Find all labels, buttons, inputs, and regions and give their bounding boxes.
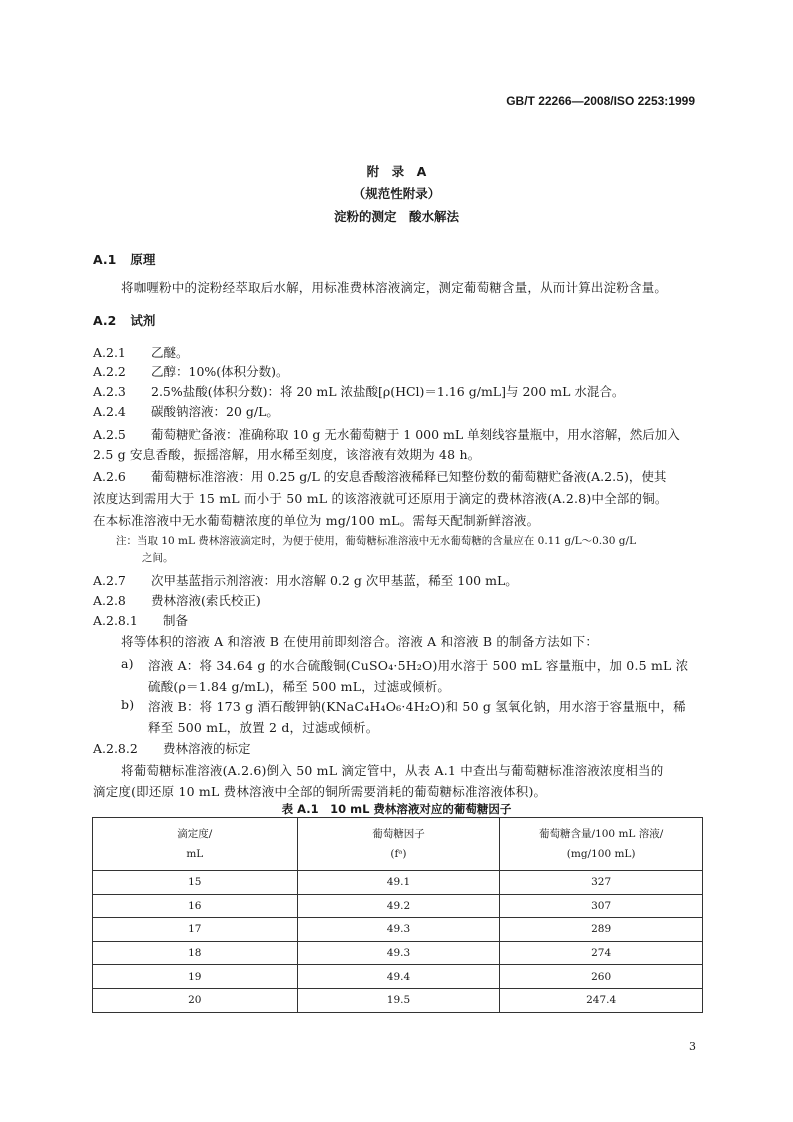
clause-text: 费林溶液(索氏校正) bbox=[151, 593, 261, 608]
section-number: A.2 bbox=[93, 313, 117, 328]
item-a-line2: 硫酸(ρ＝1.84 g/mL)，稀至 500 mL，过滤或倾析。 bbox=[148, 679, 451, 694]
appendix-normative: （规范性附录） bbox=[352, 186, 441, 201]
table-row bbox=[93, 918, 703, 942]
section-a282-line1: 将葡萄糖标准溶液(A.2.6)倒入 50 mL 滴定管中，从表 A.1 中查出与葡萄糖标准溶液浓度相当的 bbox=[121, 763, 664, 778]
section-number: A.1 bbox=[93, 252, 117, 267]
section-a281-intro: 将等体积的溶液 A 和溶液 B 在使用前即刻溶合。溶液 A 和溶液 B 的制备方法如下： bbox=[121, 634, 599, 649]
clause-number: A.2.5 bbox=[93, 427, 126, 442]
section-a27 bbox=[93, 571, 518, 589]
header-glucose-factor: 葡萄糖因子 (fᵃ) bbox=[297, 818, 500, 871]
clause-text: 次甲基蓝指示剂溶液：用水溶解 0.2 g 次甲基蓝，稀至 100 mL。 bbox=[151, 573, 518, 588]
item-b-line2: 释至 500 mL，放置 2 d，过滤或倾析。 bbox=[148, 720, 379, 735]
section-a282-line2: 滴定度(即还原 10 mL 费林溶液中全部的铜所需要消耗的葡萄糖标准溶液体积)。 bbox=[93, 784, 547, 799]
table-header-row bbox=[93, 818, 703, 871]
table-row bbox=[93, 965, 703, 989]
cell-content: 260 bbox=[500, 965, 703, 989]
cell-titration: 17 bbox=[93, 918, 298, 942]
section-title: 原理 bbox=[130, 252, 156, 267]
note-line2: 之间。 bbox=[142, 552, 174, 564]
clause-number: A.2.8.2 bbox=[93, 741, 138, 756]
clause-number: A.2.8.1 bbox=[93, 613, 138, 628]
cell-factor: 49.3 bbox=[297, 941, 500, 965]
clause-number: A.2.1 bbox=[93, 345, 126, 360]
cell-titration: 18 bbox=[93, 941, 298, 965]
clause-number: A.2.8 bbox=[93, 593, 126, 608]
table-caption: 表 A.1 10 mL 费林溶液对应的葡萄糖因子 bbox=[281, 802, 512, 816]
section-a25-cont: 2.5 g 安息香酸，振摇溶解，用水稀至刻度，该溶液有效期为 48 h。 bbox=[93, 447, 481, 462]
clause-text: 乙醚。 bbox=[151, 345, 189, 360]
section-a26 bbox=[93, 467, 666, 485]
page-number: 3 bbox=[689, 1040, 696, 1053]
clause-title: 费林溶液的标定 bbox=[163, 741, 251, 756]
clause-text: 葡萄糖标准溶液：用 0.25 g/L 的安息香酸溶液稀释已知整份数的葡萄糖贮备液(A.2.5)，使其 bbox=[151, 469, 667, 484]
cell-content: 274 bbox=[500, 941, 703, 965]
section-title: 试剂 bbox=[130, 313, 156, 328]
cell-content: 289 bbox=[500, 918, 703, 942]
cell-factor: 19.5 bbox=[297, 988, 500, 1012]
section-a21 bbox=[93, 343, 189, 361]
section-a23 bbox=[93, 382, 624, 400]
cell-titration: 20 bbox=[93, 988, 298, 1012]
clause-text: 葡萄糖贮备液：准确称取 10 g 无水葡萄糖于 1 000 mL 单刻线容量瓶中，用水溶解，然后加入 bbox=[151, 427, 680, 442]
section-a25 bbox=[93, 425, 680, 443]
clause-text: 2.5%盐酸(体积分数)：将 20 mL 浓盐酸[ρ(HCl)＝1.16 g/mL]与 200 mL 水混合。 bbox=[151, 384, 625, 399]
clause-number: A.2.7 bbox=[93, 573, 126, 588]
table-row bbox=[93, 988, 703, 1012]
section-a26-cont2: 在本标准溶液中无水葡萄糖浓度的单位为 mg/100 mL。需每天配制新鲜溶液。 bbox=[93, 513, 540, 528]
section-a26-cont1: 浓度达到需用大于 15 mL 而小于 50 mL 的该溶液就可还原用于滴定的费林溶液(A.2.8)中全部的铜。 bbox=[93, 491, 668, 506]
clause-number: A.2.3 bbox=[93, 384, 126, 399]
cell-titration: 15 bbox=[93, 871, 298, 895]
cell-factor: 49.2 bbox=[297, 894, 500, 918]
appendix-title: 附 录 A bbox=[366, 164, 427, 179]
section-a28 bbox=[93, 591, 261, 609]
cell-content: 327 bbox=[500, 871, 703, 895]
glucose-factor-table bbox=[92, 817, 703, 1013]
clause-number: A.2.4 bbox=[93, 404, 126, 419]
section-a24 bbox=[93, 402, 279, 420]
item-b-label: b) bbox=[121, 697, 135, 712]
clause-number: A.2.6 bbox=[93, 469, 126, 484]
clause-text: 碳酸钠溶液：20 g/L。 bbox=[151, 404, 279, 419]
table-row bbox=[93, 894, 703, 918]
clause-text: 乙醇：10%(体积分数)。 bbox=[151, 364, 289, 379]
cell-titration: 16 bbox=[93, 894, 298, 918]
table-row bbox=[93, 871, 703, 895]
header-titration: 滴定度/ mL bbox=[93, 818, 298, 871]
item-a-line1: 溶液 A：将 34.64 g 的水合硫酸铜(CuSO₄·5H₂O)用水溶于 500 mL 容量瓶中，加 0.5 mL 浓 bbox=[148, 658, 689, 673]
section-a22 bbox=[93, 362, 289, 380]
cell-factor: 49.4 bbox=[297, 965, 500, 989]
note-line1: 注：当取 10 mL 费林溶液滴定时，为便于使用，葡萄糖标准溶液中无水葡萄糖的含量应在 0.11 g/L～0.30 g/L bbox=[116, 535, 637, 547]
item-b-line1: 溶液 B：将 173 g 酒石酸钾钠(KNaC₄H₄O₆·4H₂O)和 50 g 氢氧化钠，用水溶于容量瓶中，稀 bbox=[148, 699, 686, 714]
cell-factor: 49.3 bbox=[297, 918, 500, 942]
clause-title: 制备 bbox=[163, 613, 189, 628]
section-a1-text: 将咖喱粉中的淀粉经萃取后水解，用标准费林溶液滴定，测定葡萄糖含量，从而计算出淀粉含量。 bbox=[121, 280, 668, 295]
cell-content: 307 bbox=[500, 894, 703, 918]
item-a-label: a) bbox=[121, 656, 134, 671]
section-a281 bbox=[93, 611, 188, 629]
table-row bbox=[93, 941, 703, 965]
clause-number: A.2.2 bbox=[93, 364, 126, 379]
section-a282 bbox=[93, 739, 251, 757]
section-a2-heading bbox=[93, 311, 169, 329]
cell-factor: 49.1 bbox=[297, 871, 500, 895]
section-a1-heading bbox=[93, 250, 169, 268]
standard-code: GB/T 22266—2008/ISO 2253:1999 bbox=[506, 94, 695, 108]
header-glucose-content: 葡萄糖含量/100 mL 溶液/ (mg/100 mL) bbox=[500, 818, 703, 871]
cell-titration: 19 bbox=[93, 965, 298, 989]
cell-content: 247.4 bbox=[500, 988, 703, 1012]
appendix-name: 淀粉的测定 酸水解法 bbox=[333, 209, 459, 224]
